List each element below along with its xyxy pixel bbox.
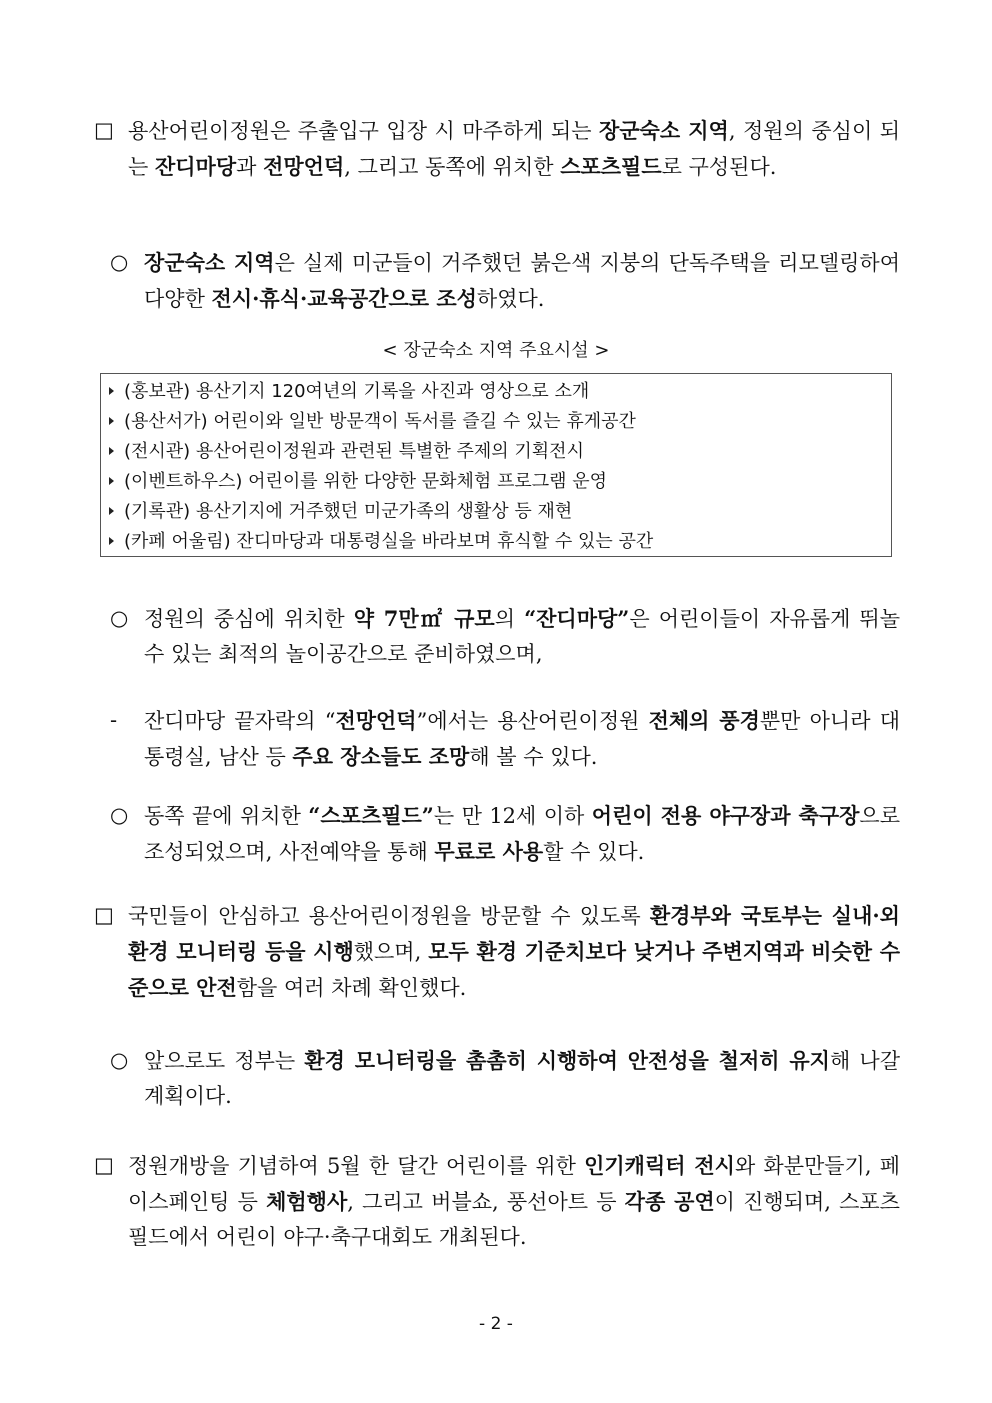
facilities-box <box>100 373 892 557</box>
triangle-bullet-icon <box>109 387 114 395</box>
paragraph-text: 잔디마당 끝자락의 “전망언덕”에서는 용산어린이정원 전체의 풍경뿐만 아니라 대통령실, 남산 등 주요 장소들도 조망해 볼 수 있다. <box>144 708 900 769</box>
facility-item: (카페 어울림) 잔디마당과 대통령실을 바라보며 휴식할 수 있는 공간 <box>109 527 883 557</box>
subparagraph-lawn <box>110 601 900 672</box>
facility-item: (이벤트하우스) 어린이를 위한 다양한 문화체험 프로그램 운영 <box>109 467 883 497</box>
square-bullet: □ <box>94 903 114 927</box>
paragraph-text: 앞으로도 정부는 환경 모니터링을 촘촘히 시행하여 안전성을 철저히 유지해 나갈 계획이다. <box>144 1048 900 1108</box>
triangle-bullet-icon <box>109 477 114 485</box>
triangle-bullet-icon <box>109 447 114 455</box>
facility-item: (홍보관) 용산기지 120여년의 기록을 사진과 영상으로 소개 <box>109 377 883 407</box>
triangle-bullet-icon <box>109 507 114 515</box>
facilities-box-title: < 장군숙소 지역 주요시설 > <box>382 340 610 361</box>
paragraph-text: 동쪽 끝에 위치한 “스포츠필드”는 만 12세 이하 어린이 전용 야구장과 축구장으로 조성되었으며, 사전예약을 통해 무료로 사용할 수 있다. <box>144 803 900 864</box>
circle-bullet: ○ <box>110 250 129 274</box>
paragraph-text: 장군숙소 지역은 실제 미군들이 거주했던 붉은색 지붕의 단독주택을 리모델링하여 다양한 전시·휴식·교육공간으로 조성하였다. <box>144 250 901 311</box>
triangle-bullet-icon <box>109 537 114 545</box>
facility-item: (용산서가) 어린이와 일반 방문객이 독서를 즐길 수 있는 휴게공간 <box>109 407 883 437</box>
page-number: - 2 - <box>479 1314 513 1334</box>
triangle-bullet-icon <box>109 417 114 425</box>
facility-item: (기록관) 용산기지에 거주했던 미군가족의 생활상 등 재현 <box>109 497 883 527</box>
circle-bullet: ○ <box>110 606 129 630</box>
square-bullet: □ <box>94 1153 114 1177</box>
paragraph-text: 국민들이 안심하고 용산어린이정원을 방문할 수 있도록 환경부와 국토부는 실내·외 환경 모니터링 등을 시행했으며, 모두 환경 기준치보다 낮거나 주변지역과 비슷한 수준으로 안전함을 여러 차례 확인했다. <box>128 903 901 1000</box>
subparagraph-observation-hill <box>110 703 900 775</box>
subparagraph-general-quarters <box>110 245 900 317</box>
subparagraph-sports-field <box>110 798 900 870</box>
paragraph-text: 용산어린이정원은 주출입구 입장 시 마주하게 되는 장군숙소 지역, 정원의 중심이 되는 잔디마당과 전망언덕, 그리고 동쪽에 위치한 스포츠필드로 구성된다. <box>128 118 901 179</box>
paragraph-text: 정원의 중심에 위치한 약 7만㎡ 규모의 “잔디마당”은 어린이들이 자유롭게 뛰놀 수 있는 최적의 놀이공간으로 준비하였으며, <box>144 606 900 666</box>
paragraph-events <box>94 1148 900 1255</box>
circle-bullet: ○ <box>110 803 129 827</box>
paragraph-safety <box>94 898 900 1006</box>
facility-item: (전시관) 용산어린이정원과 관련된 특별한 주제의 기획전시 <box>109 437 883 467</box>
paragraph-text: 정원개방을 기념하여 5월 한 달간 어린이를 위한 인기캐릭터 전시와 화분만들기, 페이스페인팅 등 체험행사, 그리고 버블쇼, 풍선아트 등 각종 공연이 진행되며, 스포츠필드에서 어린이 야구·축구대회도 개최된다. <box>128 1153 900 1249</box>
dash-bullet: - <box>110 708 118 732</box>
subparagraph-monitoring <box>110 1043 900 1114</box>
square-bullet: □ <box>94 118 114 142</box>
paragraph-layout <box>94 113 900 185</box>
circle-bullet: ○ <box>110 1048 129 1072</box>
